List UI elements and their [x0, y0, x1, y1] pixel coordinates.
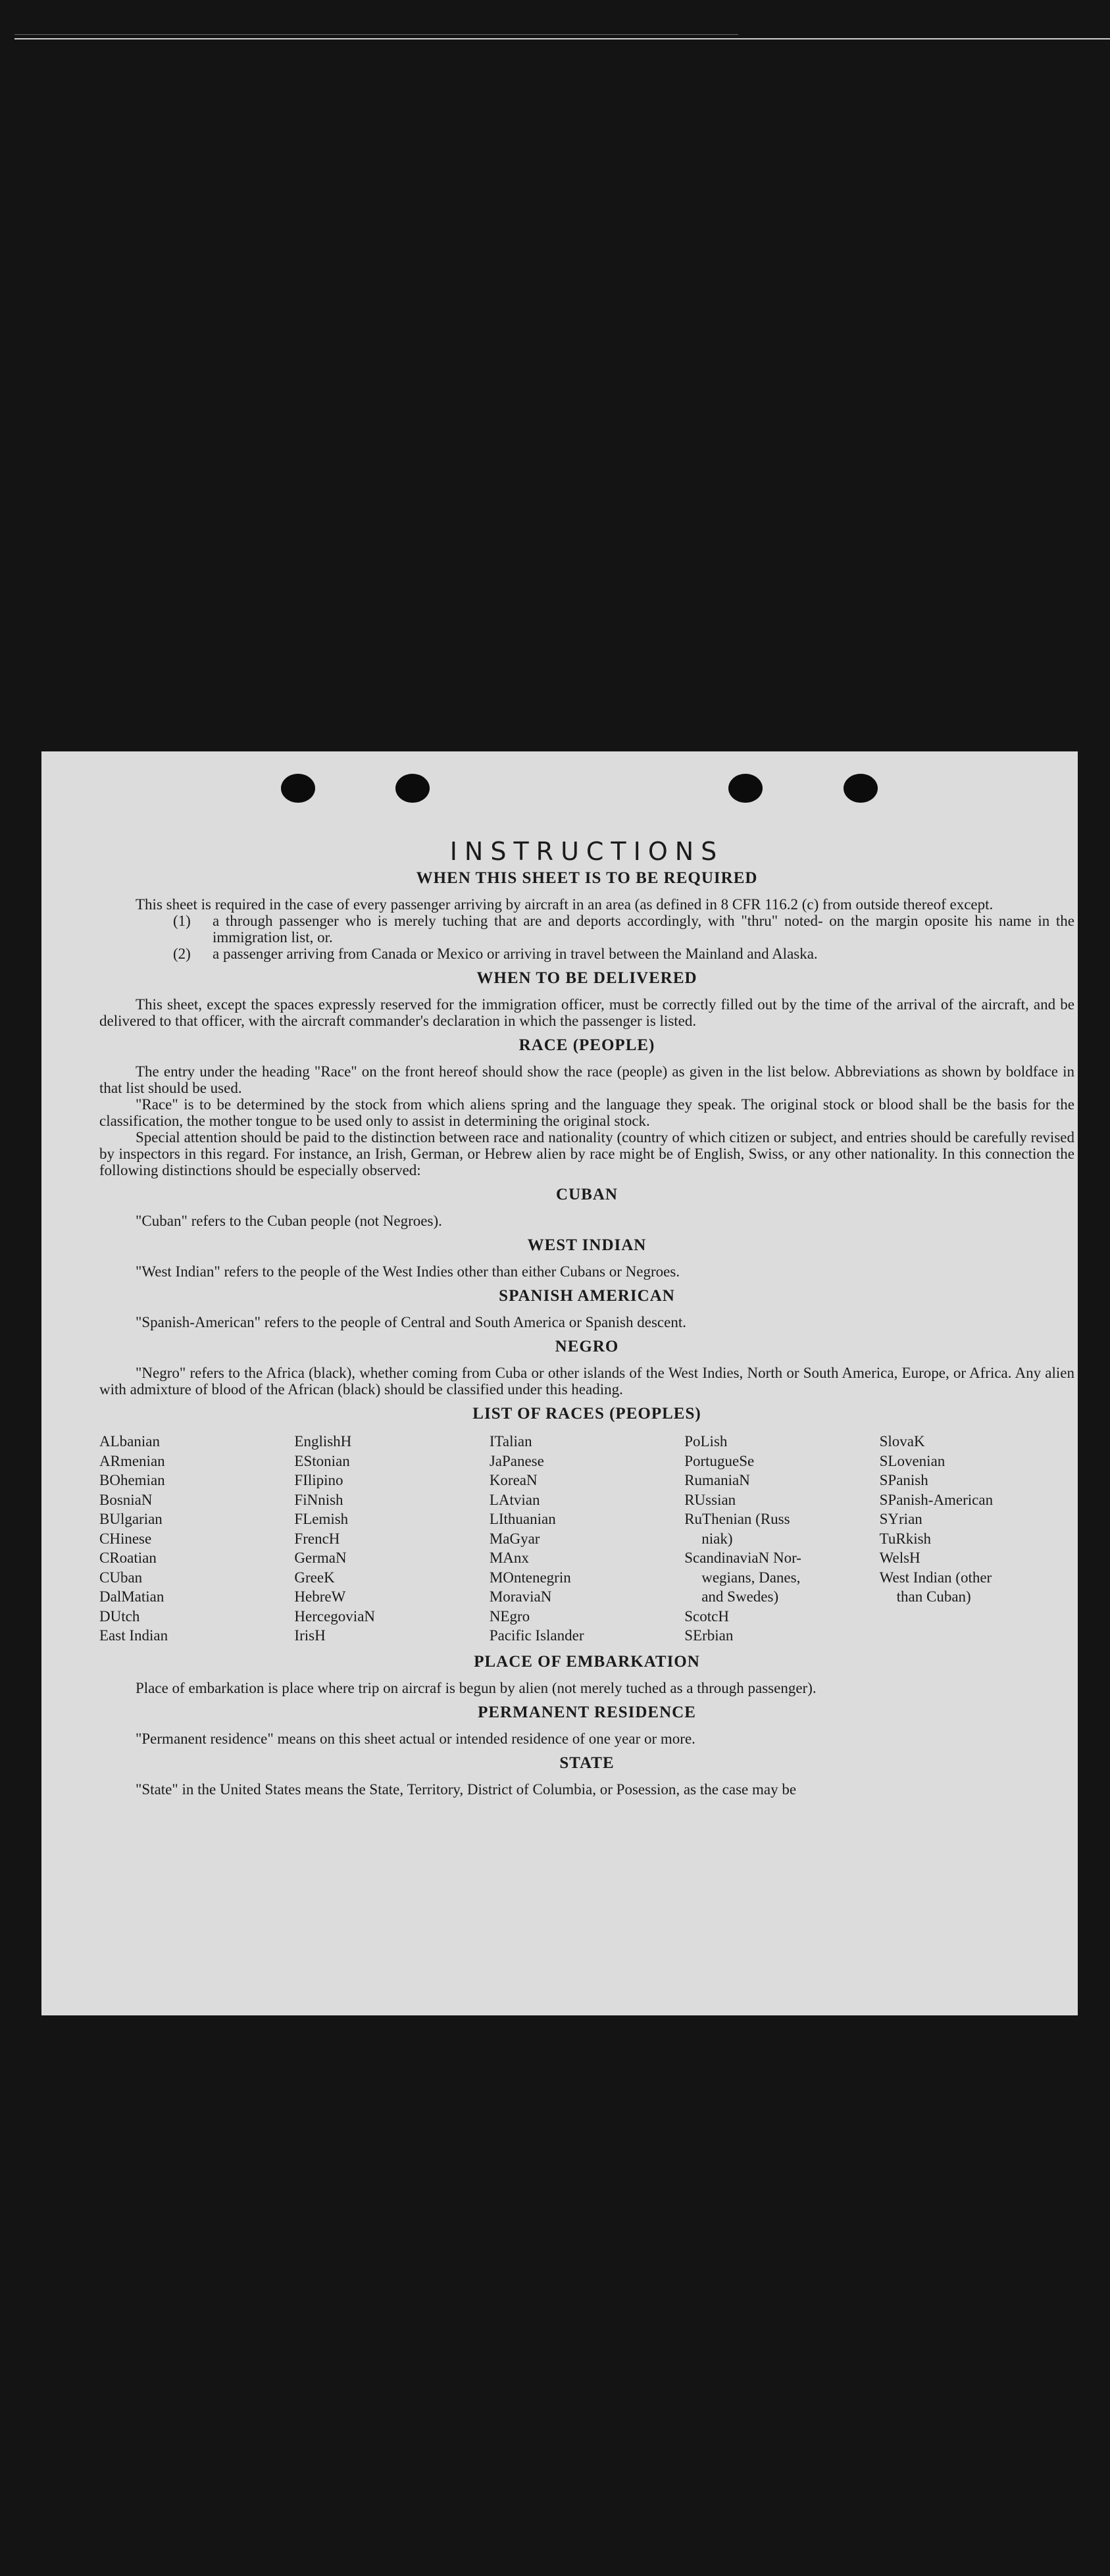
item-number: (2) [173, 946, 191, 962]
race-entry: MAnx [489, 1550, 529, 1566]
race-entry-continued: than Cuban) [896, 1588, 971, 1605]
race-entry: NEgro [489, 1607, 530, 1625]
punch-hole [844, 774, 878, 803]
paragraph-race-3: Special attention should be paid to the distinction between race and nationality (country of which citizen or subject, and entries should be carefully revised by inspectors in this regard. For instance, an Irish, German, or Hebrew alien by race might be of English, Swiss, or any other nationality. In this connection the following distinctions should be especially observed: [99, 1129, 1074, 1178]
race-entry: MoraviaN [489, 1588, 552, 1605]
race-entry: ARmenian [99, 1452, 165, 1469]
film-edge-rule [14, 38, 1110, 39]
race-entry: DUtch [99, 1607, 140, 1625]
heading-cuban: CUBAN [556, 1186, 618, 1203]
race-entry: SPanish-American [879, 1491, 994, 1508]
race-entry: RUssian [684, 1491, 736, 1508]
race-entry: EnglishH [294, 1433, 352, 1450]
races-list [99, 1432, 1074, 1646]
heading-west-indian: WEST INDIAN [527, 1236, 647, 1254]
heading-state: STATE [559, 1754, 615, 1772]
heading-permanent-residence: PERMANENT RESIDENCE [478, 1703, 696, 1721]
instruction-sheet [41, 751, 1078, 2015]
punch-hole [395, 774, 430, 803]
race-entry: LIthuanian [489, 1511, 556, 1527]
race-entry: BOhemian [99, 1472, 165, 1488]
race-entry: HercegoviaN [294, 1607, 376, 1625]
paragraph-spanish-american: "Spanish-American" refers to the people of Central and South America or Spanish descent. [136, 1314, 686, 1330]
heading-when-required: WHEN THIS SHEET IS TO BE REQUIRED [416, 869, 758, 887]
races-column-2 [294, 1432, 489, 1646]
heading-list-of-races: LIST OF RACES (PEOPLES) [472, 1405, 701, 1423]
race-entry-continued: and Swedes) [701, 1588, 779, 1605]
race-entry: PortugueSe [684, 1452, 755, 1469]
race-entry: West Indian (other [879, 1569, 992, 1586]
heading-negro: NEGRO [555, 1338, 619, 1355]
race-entry: FrencH [294, 1530, 340, 1547]
race-entry: BosniaN [99, 1491, 153, 1508]
sheet-content [99, 837, 1074, 1798]
list-item [99, 913, 1074, 946]
race-entry: LAtvian [489, 1491, 540, 1508]
race-entry: FIlipino [294, 1472, 343, 1488]
heading-embarkation: PLACE OF EMBARKATION [474, 1652, 700, 1671]
race-entry: JaPanese [489, 1452, 544, 1469]
item-text: a passenger arriving from Canada or Mexico or arriving in travel between the Mainland and Alaska. [213, 946, 818, 962]
race-entry: KoreaN [489, 1472, 538, 1488]
paragraph-permanent-residence: "Permanent residence" means on this sheet actual or intended residence of one year or more. [136, 1730, 695, 1747]
race-entry-continued: wegians, Danes, [701, 1569, 801, 1586]
race-entry: IrisH [294, 1627, 326, 1644]
race-entry: GreeK [294, 1569, 335, 1586]
race-entry: MOntenegrin [489, 1569, 571, 1586]
punch-hole [281, 774, 315, 803]
race-entry: EStonian [294, 1452, 350, 1469]
race-entry: CUban [99, 1569, 143, 1586]
list-item [99, 946, 1074, 962]
paragraph-west-indian: "West Indian" refers to the people of the West Indies other than either Cubans or Negroes. [136, 1263, 680, 1280]
item-text: a through passenger who is merely tuching that are and deports accordingly, with "thru" noted- on the margin oposite his name in the immigration list, or. [213, 913, 1074, 946]
race-entry: RuThenian (Russ [684, 1511, 790, 1527]
paragraph-race-1: The entry under the heading "Race" on the front hereof should show the race (people) as given in the list below. Abbreviations as shown by boldface in that list should be used. [99, 1063, 1074, 1096]
race-entry: ITalian [489, 1433, 532, 1450]
race-entry: HebreW [294, 1588, 346, 1605]
race-entry: Pacific Islander [489, 1627, 584, 1644]
races-column-3 [490, 1432, 684, 1646]
race-entry: SLovenian [879, 1452, 946, 1469]
race-entry: ScotcH [684, 1607, 729, 1625]
race-entry: RumaniaN [684, 1472, 750, 1488]
race-entry: MaGyar [489, 1530, 540, 1547]
race-entry: TuRkish [879, 1530, 932, 1547]
race-entry: CHinese [99, 1530, 152, 1547]
race-entry: FLemish [294, 1511, 349, 1527]
race-entry: SPanish [879, 1472, 928, 1488]
race-entry: DalMatian [99, 1588, 164, 1605]
race-entry: ScandinaviaN Nor- [684, 1550, 801, 1566]
race-entry-continued: niak) [701, 1530, 733, 1547]
heading-race: RACE (PEOPLE) [518, 1036, 655, 1054]
race-entry: SErbian [684, 1627, 734, 1644]
race-entry: East Indian [99, 1627, 168, 1644]
race-entry: FiNnish [294, 1491, 343, 1508]
races-column-4 [684, 1432, 879, 1646]
paragraph-embarkation: Place of embarkation is place where trip on aircraf is begun by alien (not merely tuched as a through passenger). [136, 1679, 817, 1696]
races-column-1 [99, 1432, 294, 1646]
page-title: INSTRUCTIONS [449, 837, 724, 866]
punch-hole [728, 774, 763, 803]
paragraph-cuban: "Cuban" refers to the Cuban people (not Negroes). [136, 1213, 442, 1229]
race-entry: WelsH [879, 1550, 921, 1566]
races-column-5 [880, 1432, 1074, 1646]
paragraph-negro: "Negro" refers to the Africa (black), whether coming from Cuba or other islands of the West Indies, North or South America, Europe, or Africa. Any alien with admixture of blood of the African (black) should be classified under this heading. [99, 1365, 1074, 1398]
item-number: (1) [173, 913, 191, 929]
race-entry: GermaN [294, 1550, 347, 1566]
paragraph-delivered: This sheet, except the spaces expressly reserved for the immigration officer, must be correctly filled out by the time of the arrival of the aircraft, and be delivered to that officer, with the aircraft commander's declaration in which the passenger is listed. [99, 996, 1074, 1029]
heading-spanish-american: SPANISH AMERICAN [499, 1287, 675, 1305]
race-entry: SYrian [879, 1511, 922, 1527]
paragraph-required: This sheet is required in the case of every passenger arriving by aircraft in an area (as defined in 8 CFR 116.2 (c) from outside thereof except. [136, 896, 994, 913]
paragraph-race-2: "Race" is to be determined by the stock from which aliens spring and the language they speak. The original stock or blood shall be the basis for the classification, the mother tongue to be used only to assist in determining the original stock. [99, 1096, 1074, 1129]
heading-when-delivered: WHEN TO BE DELIVERED [476, 969, 697, 987]
race-entry: CRoatian [99, 1550, 157, 1566]
film-edge-line [14, 34, 738, 35]
race-entry: ALbanian [99, 1433, 160, 1450]
paragraph-state: "State" in the United States means the State, Territory, District of Columbia, or Posession, as the case may be [136, 1780, 797, 1798]
race-entry: SlovaK [879, 1433, 925, 1450]
race-entry: PoLish [684, 1433, 728, 1450]
race-entry: BUlgarian [99, 1511, 163, 1527]
